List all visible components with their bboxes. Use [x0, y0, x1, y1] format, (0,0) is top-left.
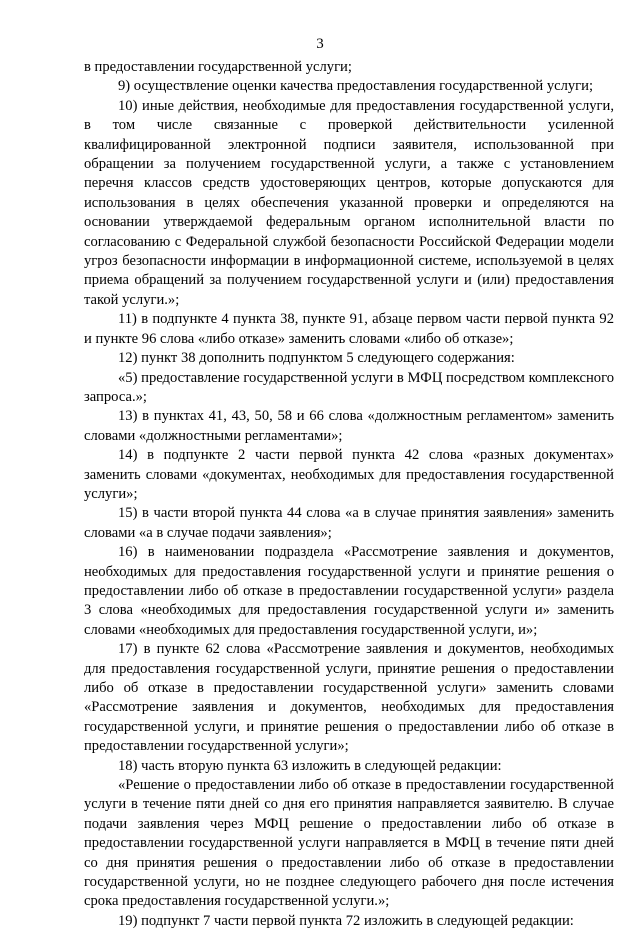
- paragraph: 19) подпункт 7 части первой пункта 72 изложить в следующей редакции:: [118, 912, 574, 929]
- paragraph: 14) в подпункте 2 части первой пункта 42 слова «разных документах» заменить словами «документах, необходимых для предоставления государственной услуги»;: [84, 447, 614, 502]
- paragraph: 9) осуществление оценки качества предоставления государственной услуги;: [118, 78, 594, 95]
- paragraph: в предоставлении государственной услуги;: [84, 59, 352, 75]
- paragraph: 18) часть вторую пункта 63 изложить в следующей редакции:: [118, 757, 502, 774]
- paragraph: «Решение о предоставлении либо об отказе в предоставлении государственной услуги в течение пяти дней со дня его принятия направляется заявителю. В случае подачи заявления через МФЦ решение о предоставлении либо об отказе в предоставлении государственной услуги направляется в МФЦ в течение пяти дней со дня принятия решения о предоставлении либо об отказе в предоставлении государственной услуги, но не позднее следующего рабочего дня после истечения срока предоставления государственной услуги.»;: [84, 777, 614, 910]
- paragraph: 12) пункт 38 дополнить подпунктом 5 следующего содержания:: [118, 350, 515, 367]
- paragraph: 13) в пунктах 41, 43, 50, 58 и 66 слова «должностным регламентом» заменить словами «должностными регламентами»;: [84, 408, 614, 444]
- paragraph: «5) предоставление государственной услуги в МФЦ посредством комплексного запроса.»;: [84, 369, 614, 405]
- document-body: [84, 58, 614, 931]
- paragraph: 17) в пункте 62 слова «Рассмотрение заявления и документов, необходимых для предоставления государственной услуги, принятие решения о предоставлении либо об отказе в предоставлении государственной услуги» заменить словами «Рассмотрение заявления и документов, необходимых для предоставления государственной услуги, и принятие решения о предоставлении либо об отказе в предоставлении государственной услуги»;: [84, 641, 614, 755]
- paragraph: 11) в подпункте 4 пункта 38, пункте 91, абзаце первом части первой пункта 92 и пункте 96 слова «либо отказе» заменить словами «либо об отказе»;: [84, 311, 614, 347]
- page-number: 3: [316, 36, 324, 52]
- paragraph: 15) в части второй пункта 44 слова «а в случае принятия заявления» заменить словами «а в случае подачи заявления»;: [84, 505, 614, 541]
- paragraph: 16) в наименовании подраздела «Рассмотрение заявления и документов, необходимых для предоставления государственной услуги и принятие решения о предоставлении либо об отказе в предоставлении государственной услуги» раздела 3 слова «необходимых для предоставления государственной услуги и» заменить словами «необходимых для предоставления государственной услуги, и»;: [84, 544, 614, 638]
- paragraph: 10) иные действия, необходимые для предоставления государственной услуги, в том числе связанные с проверкой действительности усиленной квалифицированной электронной подписи заявителя, использованной при обращении за получением государственной услуги, а также с установлением перечня классов средств удостоверяющих центров, которые допускаются для использования в целях обеспечения указанной проверки и определяются на основании утверждаемой федеральным органом исполнительной власти по согласованию с Федеральной службой безопасности Российской Федерации модели угроз безопасности информации в информационной системе, используемой в целях приема обращений за получением государственной услуги и (или) предоставления такой услуги.»;: [84, 97, 614, 308]
